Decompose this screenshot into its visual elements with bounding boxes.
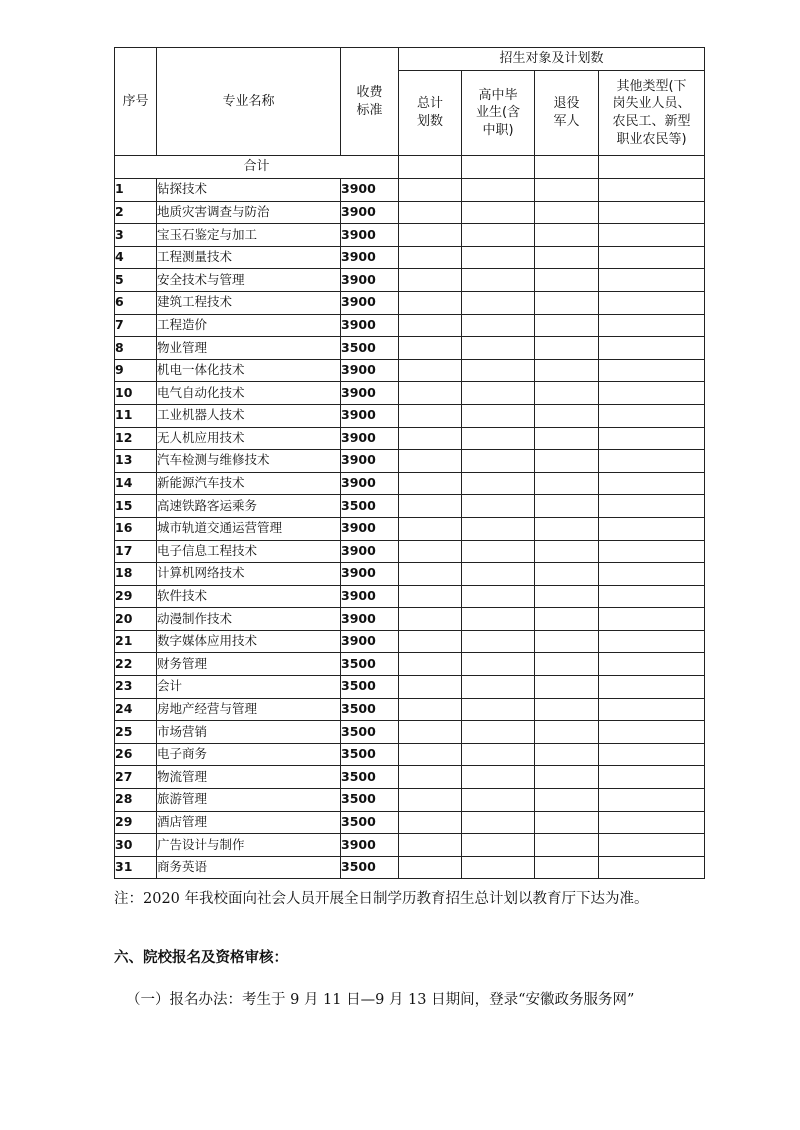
- plan-veterans-cell: [535, 766, 599, 789]
- plan-others-cell: [599, 517, 705, 540]
- plan-others-cell: [599, 472, 705, 495]
- plan-veterans-cell: [535, 811, 599, 834]
- major-name: 工业机器人技术: [157, 404, 341, 427]
- fee-standard: 3900: [341, 517, 399, 540]
- row-number: 18: [115, 563, 157, 586]
- table-row: [115, 766, 705, 789]
- row-number: 29: [115, 811, 157, 834]
- plan-others-cell: [599, 495, 705, 518]
- major-name: 地质灾害调查与防治: [157, 201, 341, 224]
- total-high-school-cell: [462, 156, 535, 179]
- row-number: 2: [115, 201, 157, 224]
- row-number: 11: [115, 404, 157, 427]
- fee-standard: 3900: [341, 450, 399, 473]
- table-row: [115, 834, 705, 857]
- fee-standard: 3900: [341, 269, 399, 292]
- header-seq: 序号: [115, 48, 157, 156]
- plan-others-cell: [599, 585, 705, 608]
- plan-high-school-cell: [462, 314, 535, 337]
- plan-veterans-cell: [535, 789, 599, 812]
- table-row: [115, 653, 705, 676]
- plan-total-cell: [399, 472, 462, 495]
- major-name: 数字媒体应用技术: [157, 630, 341, 653]
- plan-others-cell: [599, 811, 705, 834]
- header-others: 其他类型(下 岗失业人员、 农民工、新型 职业农民等): [599, 71, 705, 156]
- plan-high-school-cell: [462, 834, 535, 857]
- plan-others-cell: [599, 676, 705, 699]
- plan-total-cell: [399, 224, 462, 247]
- plan-total-cell: [399, 789, 462, 812]
- plan-others-cell: [599, 721, 705, 744]
- plan-high-school-cell: [462, 676, 535, 699]
- plan-high-school-cell: [462, 789, 535, 812]
- row-number: 17: [115, 540, 157, 563]
- table-row: [115, 382, 705, 405]
- plan-total-cell: [399, 630, 462, 653]
- plan-high-school-cell: [462, 698, 535, 721]
- major-name: 物业管理: [157, 337, 341, 360]
- major-name: 计算机网络技术: [157, 563, 341, 586]
- fee-standard: 3900: [341, 427, 399, 450]
- plan-total-cell: [399, 676, 462, 699]
- plan-veterans-cell: [535, 608, 599, 631]
- table-row: [115, 179, 705, 202]
- plan-total-cell: [399, 608, 462, 631]
- plan-veterans-cell: [535, 382, 599, 405]
- table-row: [115, 495, 705, 518]
- plan-total-cell: [399, 201, 462, 224]
- fee-standard: 3500: [341, 743, 399, 766]
- plan-high-school-cell: [462, 608, 535, 631]
- fee-standard: 3500: [341, 811, 399, 834]
- plan-veterans-cell: [535, 201, 599, 224]
- fee-standard: 3500: [341, 676, 399, 699]
- plan-total-cell: [399, 517, 462, 540]
- major-name: 软件技术: [157, 585, 341, 608]
- fee-standard: 3900: [341, 201, 399, 224]
- plan-high-school-cell: [462, 427, 535, 450]
- table-row: [115, 359, 705, 382]
- header-major-name: 专业名称: [157, 48, 341, 156]
- row-number: 13: [115, 450, 157, 473]
- table-row: [115, 856, 705, 879]
- total-plan-cell: [399, 156, 462, 179]
- plan-high-school-cell: [462, 540, 535, 563]
- major-name: 宝玉石鉴定与加工: [157, 224, 341, 247]
- fee-standard: 3900: [341, 585, 399, 608]
- plan-others-cell: [599, 224, 705, 247]
- table-row: [115, 563, 705, 586]
- table-row: [115, 314, 705, 337]
- major-name: 工程造价: [157, 314, 341, 337]
- plan-veterans-cell: [535, 517, 599, 540]
- plan-others-cell: [599, 201, 705, 224]
- table-body: [115, 179, 705, 879]
- total-veterans-cell: [535, 156, 599, 179]
- table-row: [115, 630, 705, 653]
- plan-high-school-cell: [462, 246, 535, 269]
- row-number: 22: [115, 653, 157, 676]
- plan-high-school-cell: [462, 269, 535, 292]
- table-row: [115, 337, 705, 360]
- fee-standard: 3900: [341, 608, 399, 631]
- plan-veterans-cell: [535, 359, 599, 382]
- plan-veterans-cell: [535, 630, 599, 653]
- fee-standard: 3500: [341, 721, 399, 744]
- table-row: [115, 743, 705, 766]
- fee-standard: 3900: [341, 179, 399, 202]
- plan-total-cell: [399, 653, 462, 676]
- row-number: 10: [115, 382, 157, 405]
- plan-high-school-cell: [462, 201, 535, 224]
- fee-standard: 3500: [341, 766, 399, 789]
- major-name: 财务管理: [157, 653, 341, 676]
- plan-high-school-cell: [462, 766, 535, 789]
- plan-others-cell: [599, 450, 705, 473]
- header-high-school: 高中毕 业生(含 中职): [462, 71, 535, 156]
- plan-others-cell: [599, 291, 705, 314]
- plan-high-school-cell: [462, 359, 535, 382]
- major-name: 动漫制作技术: [157, 608, 341, 631]
- row-number: 15: [115, 495, 157, 518]
- row-number: 23: [115, 676, 157, 699]
- row-number: 1: [115, 179, 157, 202]
- row-number: 5: [115, 269, 157, 292]
- major-name: 工程测量技术: [157, 246, 341, 269]
- table-row: [115, 721, 705, 744]
- plan-total-cell: [399, 404, 462, 427]
- plan-others-cell: [599, 630, 705, 653]
- table-row: [115, 450, 705, 473]
- table-row: [115, 224, 705, 247]
- plan-total-cell: [399, 811, 462, 834]
- table-row: [115, 698, 705, 721]
- major-name: 电子信息工程技术: [157, 540, 341, 563]
- table-row: [115, 676, 705, 699]
- plan-total-cell: [399, 246, 462, 269]
- major-name: 汽车检测与维修技术: [157, 450, 341, 473]
- plan-others-cell: [599, 608, 705, 631]
- plan-others-cell: [599, 540, 705, 563]
- plan-veterans-cell: [535, 314, 599, 337]
- plan-high-school-cell: [462, 382, 535, 405]
- row-number: 28: [115, 789, 157, 812]
- enrollment-plan-table: [114, 47, 705, 879]
- row-number: 20: [115, 608, 157, 631]
- table-row: [115, 427, 705, 450]
- header-target-group: 招生对象及计划数: [399, 48, 705, 71]
- plan-high-school-cell: [462, 563, 535, 586]
- major-name: 新能源汽车技术: [157, 472, 341, 495]
- major-name: 电子商务: [157, 743, 341, 766]
- plan-veterans-cell: [535, 404, 599, 427]
- plan-total-cell: [399, 585, 462, 608]
- row-number: 7: [115, 314, 157, 337]
- major-name: 电气自动化技术: [157, 382, 341, 405]
- plan-others-cell: [599, 179, 705, 202]
- plan-others-cell: [599, 834, 705, 857]
- fee-standard: 3900: [341, 404, 399, 427]
- fee-standard: 3900: [341, 359, 399, 382]
- plan-high-school-cell: [462, 630, 535, 653]
- plan-high-school-cell: [462, 404, 535, 427]
- plan-high-school-cell: [462, 337, 535, 360]
- major-name: 会计: [157, 676, 341, 699]
- plan-veterans-cell: [535, 269, 599, 292]
- plan-others-cell: [599, 698, 705, 721]
- plan-veterans-cell: [535, 427, 599, 450]
- major-name: 市场营销: [157, 721, 341, 744]
- plan-veterans-cell: [535, 495, 599, 518]
- plan-high-school-cell: [462, 450, 535, 473]
- plan-total-cell: [399, 698, 462, 721]
- major-name: 钻探技术: [157, 179, 341, 202]
- major-name: 商务英语: [157, 856, 341, 879]
- registration-paragraph: （一）报名办法：考生于 9 月 11 日—9 月 13 日期间，登录“安徽政务服务网”: [126, 992, 635, 1008]
- table-row: [115, 540, 705, 563]
- plan-total-cell: [399, 291, 462, 314]
- plan-veterans-cell: [535, 856, 599, 879]
- table-row: [115, 517, 705, 540]
- plan-total-cell: [399, 766, 462, 789]
- major-name: 城市轨道交通运营管理: [157, 517, 341, 540]
- plan-total-cell: [399, 382, 462, 405]
- fee-standard: 3900: [341, 472, 399, 495]
- plan-others-cell: [599, 653, 705, 676]
- plan-high-school-cell: [462, 743, 535, 766]
- row-number: 14: [115, 472, 157, 495]
- plan-total-cell: [399, 495, 462, 518]
- plan-veterans-cell: [535, 653, 599, 676]
- plan-veterans-cell: [535, 246, 599, 269]
- plan-high-school-cell: [462, 179, 535, 202]
- plan-veterans-cell: [535, 540, 599, 563]
- plan-total-cell: [399, 427, 462, 450]
- fee-standard: 3900: [341, 834, 399, 857]
- fee-standard: 3900: [341, 630, 399, 653]
- plan-others-cell: [599, 314, 705, 337]
- plan-total-cell: [399, 721, 462, 744]
- plan-others-cell: [599, 404, 705, 427]
- table-note: 注：2020 年我校面向社会人员开展全日制学历教育招生总计划以教育厅下达为准。: [114, 891, 649, 907]
- fee-standard: 3900: [341, 246, 399, 269]
- plan-total-cell: [399, 450, 462, 473]
- plan-total-cell: [399, 856, 462, 879]
- fee-standard: 3900: [341, 291, 399, 314]
- fee-standard: 3500: [341, 698, 399, 721]
- plan-others-cell: [599, 382, 705, 405]
- row-number: 24: [115, 698, 157, 721]
- plan-veterans-cell: [535, 472, 599, 495]
- fee-standard: 3500: [341, 653, 399, 676]
- plan-total-cell: [399, 269, 462, 292]
- plan-high-school-cell: [462, 472, 535, 495]
- plan-high-school-cell: [462, 291, 535, 314]
- table-row: [115, 608, 705, 631]
- plan-high-school-cell: [462, 517, 535, 540]
- plan-veterans-cell: [535, 337, 599, 360]
- section-title: 六、院校报名及资格审核：: [114, 949, 288, 966]
- plan-total-cell: [399, 563, 462, 586]
- major-name: 建筑工程技术: [157, 291, 341, 314]
- major-name: 广告设计与制作: [157, 834, 341, 857]
- row-number: 9: [115, 359, 157, 382]
- plan-veterans-cell: [535, 179, 599, 202]
- plan-others-cell: [599, 789, 705, 812]
- header-fee: 收费 标准: [341, 48, 399, 156]
- header-veterans: 退役 军人: [535, 71, 599, 156]
- row-number: 31: [115, 856, 157, 879]
- plan-others-cell: [599, 743, 705, 766]
- row-number: 16: [115, 517, 157, 540]
- major-name: 旅游管理: [157, 789, 341, 812]
- table-row: [115, 201, 705, 224]
- major-name: 酒店管理: [157, 811, 341, 834]
- major-name: 房地产经营与管理: [157, 698, 341, 721]
- fee-standard: 3900: [341, 382, 399, 405]
- plan-others-cell: [599, 246, 705, 269]
- row-number: 12: [115, 427, 157, 450]
- plan-high-school-cell: [462, 856, 535, 879]
- plan-others-cell: [599, 359, 705, 382]
- plan-veterans-cell: [535, 224, 599, 247]
- table-row: [115, 291, 705, 314]
- plan-others-cell: [599, 563, 705, 586]
- fee-standard: 3500: [341, 337, 399, 360]
- plan-others-cell: [599, 427, 705, 450]
- plan-veterans-cell: [535, 721, 599, 744]
- plan-high-school-cell: [462, 653, 535, 676]
- plan-high-school-cell: [462, 585, 535, 608]
- table-row: [115, 404, 705, 427]
- fee-standard: 3900: [341, 563, 399, 586]
- plan-others-cell: [599, 856, 705, 879]
- fee-standard: 3900: [341, 224, 399, 247]
- plan-veterans-cell: [535, 676, 599, 699]
- plan-others-cell: [599, 269, 705, 292]
- row-number: 27: [115, 766, 157, 789]
- row-number: 4: [115, 246, 157, 269]
- fee-standard: 3500: [341, 495, 399, 518]
- table-row: [115, 472, 705, 495]
- row-number: 8: [115, 337, 157, 360]
- plan-high-school-cell: [462, 811, 535, 834]
- plan-total-cell: [399, 314, 462, 337]
- fee-standard: 3500: [341, 856, 399, 879]
- major-name: 安全技术与管理: [157, 269, 341, 292]
- plan-others-cell: [599, 766, 705, 789]
- plan-veterans-cell: [535, 834, 599, 857]
- major-name: 高速铁路客运乘务: [157, 495, 341, 518]
- row-number: 3: [115, 224, 157, 247]
- row-number: 29: [115, 585, 157, 608]
- row-number: 6: [115, 291, 157, 314]
- plan-high-school-cell: [462, 495, 535, 518]
- plan-total-cell: [399, 743, 462, 766]
- header-total-plan: 总计 划数: [399, 71, 462, 156]
- table-row: [115, 811, 705, 834]
- plan-high-school-cell: [462, 224, 535, 247]
- plan-others-cell: [599, 337, 705, 360]
- total-label: 合计: [115, 156, 399, 179]
- plan-veterans-cell: [535, 450, 599, 473]
- plan-veterans-cell: [535, 743, 599, 766]
- plan-high-school-cell: [462, 721, 535, 744]
- row-number: 25: [115, 721, 157, 744]
- plan-total-cell: [399, 337, 462, 360]
- table-row: [115, 246, 705, 269]
- plan-veterans-cell: [535, 563, 599, 586]
- plan-total-cell: [399, 540, 462, 563]
- total-others-cell: [599, 156, 705, 179]
- row-number: 30: [115, 834, 157, 857]
- major-name: 物流管理: [157, 766, 341, 789]
- plan-veterans-cell: [535, 291, 599, 314]
- plan-total-cell: [399, 359, 462, 382]
- fee-standard: 3500: [341, 789, 399, 812]
- row-number: 21: [115, 630, 157, 653]
- table-row: [115, 585, 705, 608]
- plan-veterans-cell: [535, 698, 599, 721]
- table-row: [115, 269, 705, 292]
- plan-total-cell: [399, 179, 462, 202]
- fee-standard: 3900: [341, 314, 399, 337]
- major-name: 机电一体化技术: [157, 359, 341, 382]
- fee-standard: 3900: [341, 540, 399, 563]
- plan-veterans-cell: [535, 585, 599, 608]
- major-name: 无人机应用技术: [157, 427, 341, 450]
- plan-total-cell: [399, 834, 462, 857]
- table-row: [115, 789, 705, 812]
- row-number: 26: [115, 743, 157, 766]
